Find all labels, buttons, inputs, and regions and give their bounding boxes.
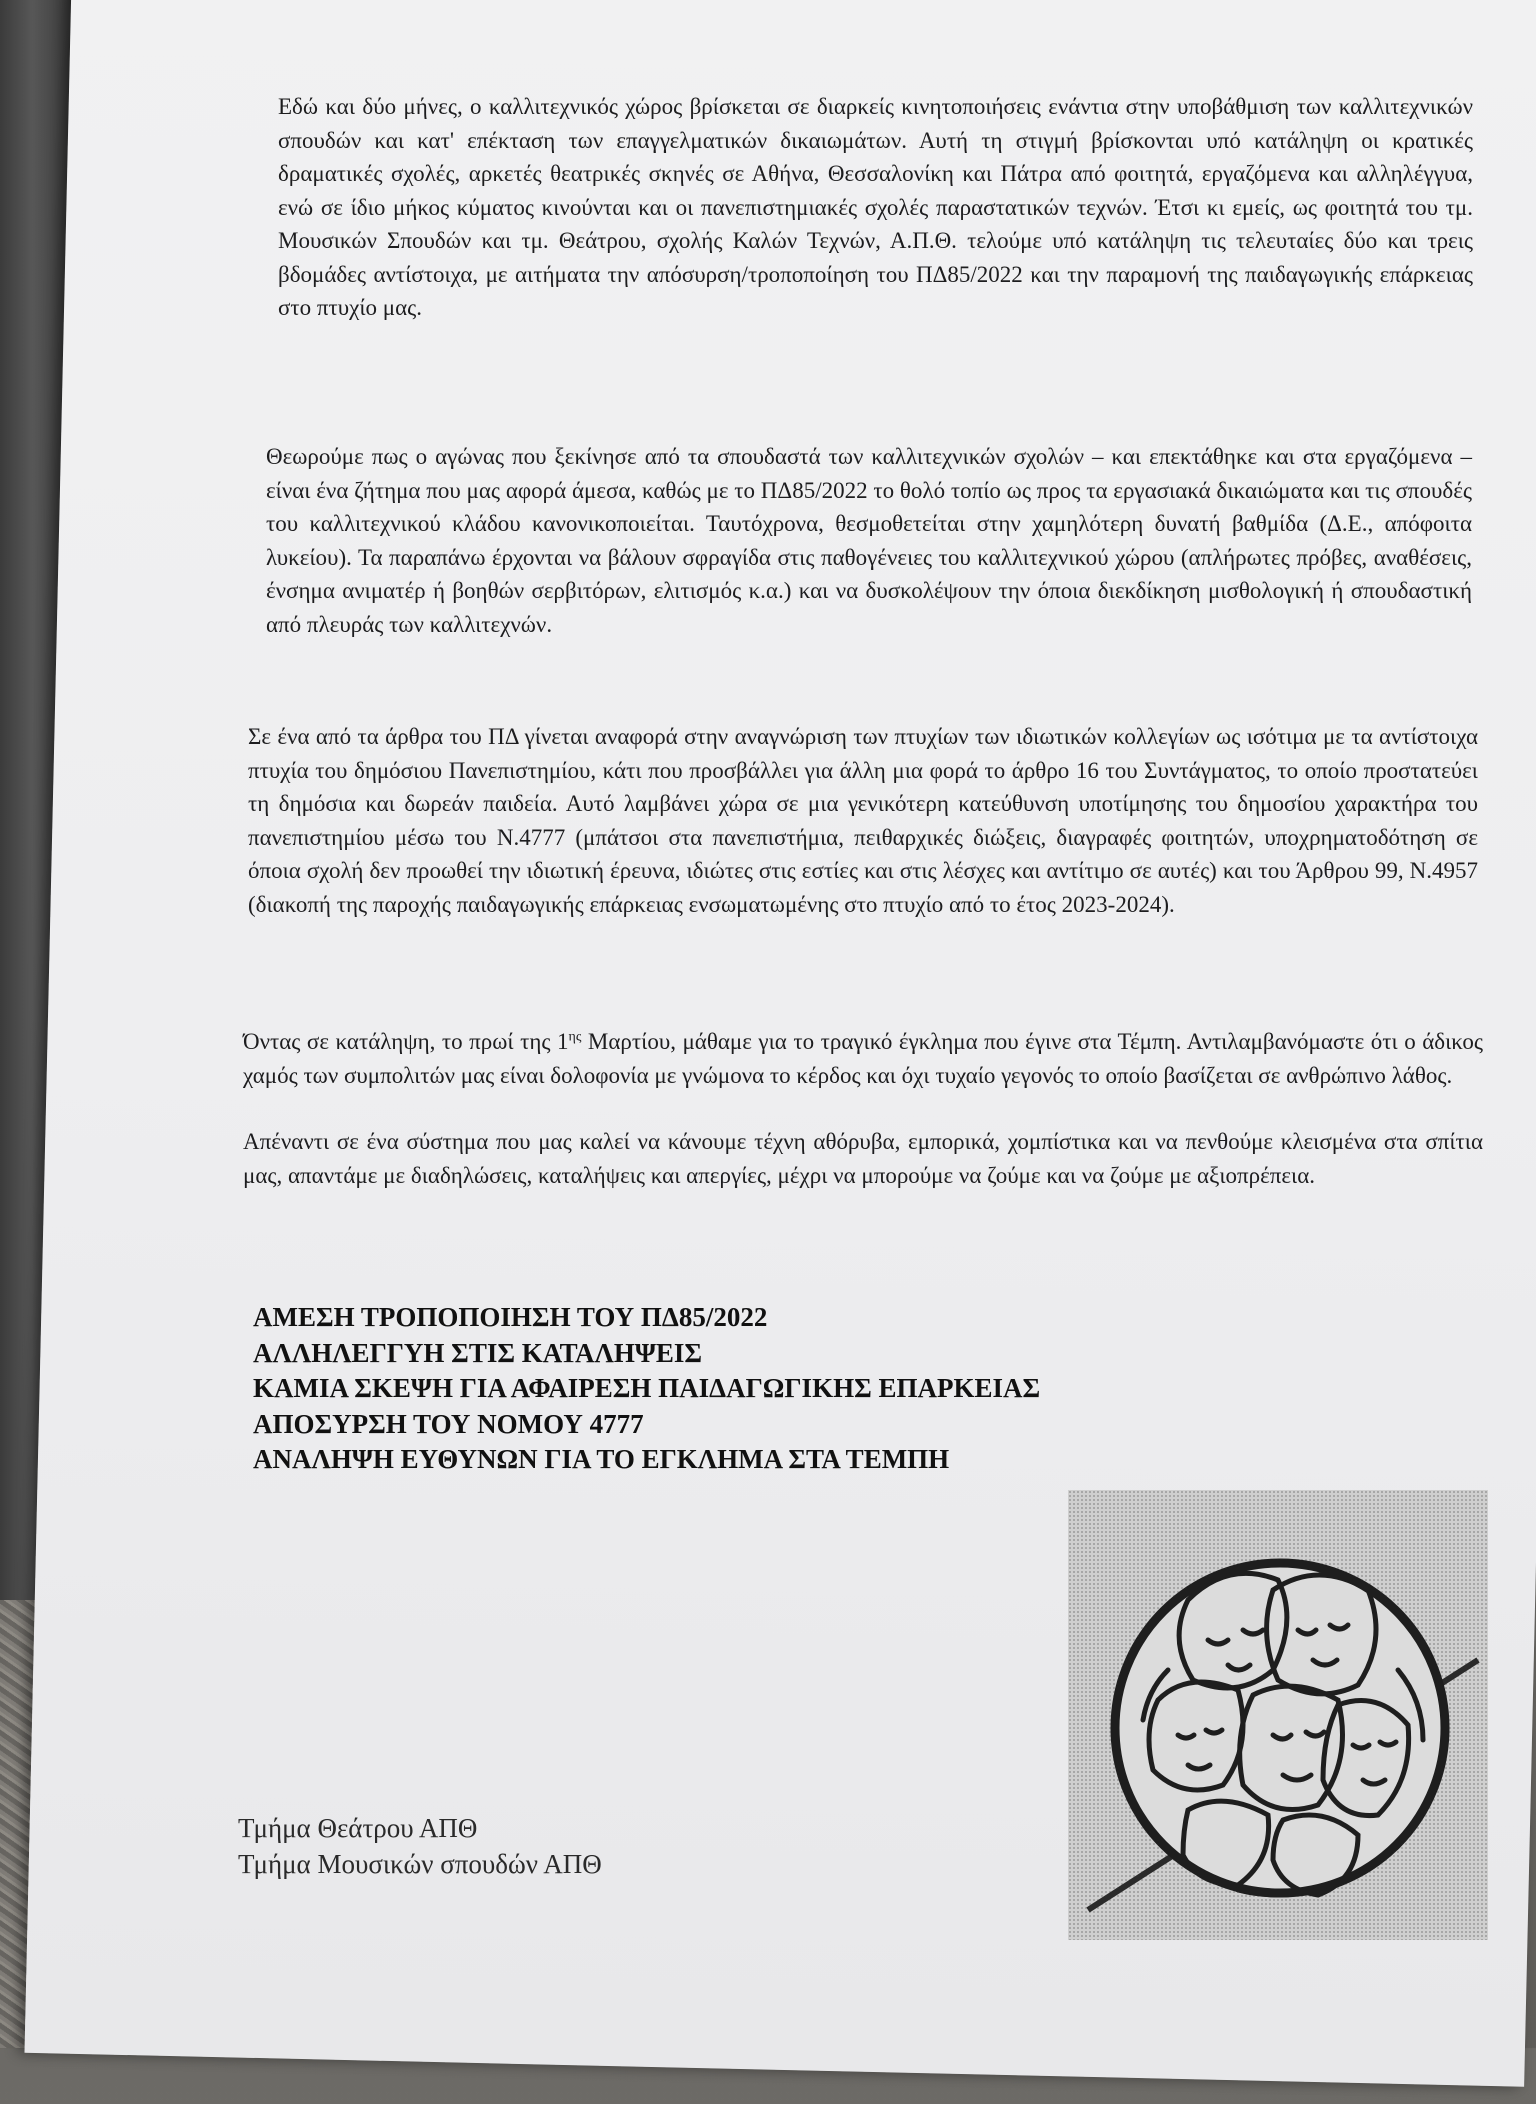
sheet-content [48, 0, 1536, 2070]
signature-block [238, 1810, 602, 1882]
demands-list [253, 1300, 1040, 1478]
demand-item: ΑΝΑΛΗΨΗ ΕΥΘΥΝΩΝ ΓΙΑ ΤΟ ΕΓΚΛΗΜΑ ΣΤΑ ΤΕΜΠΗ [253, 1444, 950, 1474]
paragraph-4-start: Όντας σε κατάληψη, το πρωί της 1 [243, 1029, 569, 1054]
paragraph-2: Θεωρούμε πως ο αγώνας που ξεκίνησε από τα σπουδαστά των καλλιτεχνικών σχολών – και επεκτάθηκε και στα εργαζόμενα – είναι ένα ζήτημα που μας αφορά άμεσα, καθώς με το ΠΔ85/2022 το θολό τοπίο ως προς τα εργασιακά δικαιώματα και τις σπουδές του καλλιτεχνικού κλάδου κανονικοποιείται. Ταυτόχρονα, θεσμοθετείται στην χαμηλότερη δυνατή βαθμίδα (Δ.Ε., απόφοιτα λυκείου). Τα παραπάνω έρχονται να βάλουν σφραγίδα στις παθογένειες του καλλιτεχνικού χώρου (απλήρωτες πρόβες, αναθέσεις, ένσημα ανιματέρ ή βοηθών σερβιτόρων, ελιτισμός κ.α.) και να δυσκολέψουν την όποια διεκδίκηση μισθολογική ή σπουδαστική από πλευράς των καλλιτεχνών. [266, 444, 1472, 637]
signature-line: Τμήμα Θεάτρου ΑΠΘ [238, 1813, 478, 1843]
paragraph-4 [243, 1025, 1483, 1092]
paragraph-1: Εδώ και δύο μήνες, ο καλλιτεχνικός χώρος βρίσκεται σε διαρκείς κινητοποιήσεις ενάντια στην υποβάθμιση των καλλιτεχνικών σπουδών και κατ' επέκταση των επαγγελματικών δικαιωμάτων. Αυτή τη στιγμή βρίσκονται υπό κατάληψη οι κρατικές δραματικές σχολές, αρκετές θεατρικές σκηνές σε Αθήνα, Θεσσαλονίκη και Πάτρα από φοιτητά, εργαζόμενα και αλληλέγγυα, ενώ σε ίδιο μήκος κύματος κινούνται και οι πανεπιστημιακές σχολές παραστατικών τεχνών. Έτσι κι εμείς, ως φοιτητά του τμ. Μουσικών Σπουδών και τμ. Θεάτρου, σχολής Καλών Τεχνών, Α.Π.Θ. τελούμε υπό κατάληψη τις τελευταίες δύο και τρεις βδομάδες αντίστοιχα, με αιτήματα την απόσυρση/τροποποίηση του ΠΔ85/2022 και την παραμονή της παιδαγωγικής επάρκειας στο πτυχίο μας. [278, 94, 1473, 320]
faces-circle-logo-icon [1068, 1490, 1488, 1940]
paragraph-4-end: Μαρτίου, μάθαμε για το τραγικό έγκλημα που έγινε στα Τέμπη. Αντιλαμβανόμαστε ότι ο άδικος χαμός των συμπολιτών μας είναι δολοφονία με γνώμονα το κέρδος και όχι τυχαίο γεγονός το οποίο βασίζεται σε ανθρώπινο λάθος. [243, 1029, 1483, 1088]
signature-line: Τμήμα Μουσικών σπουδών ΑΠΘ [238, 1849, 602, 1879]
demand-item: ΑΛΛΗΛΕΓΓΥΗ ΣΤΙΣ ΚΑΤΑΛΗΨΕΙΣ [253, 1337, 703, 1368]
paragraph-5: Απέναντι σε ένα σύστημα που μας καλεί να κάνουμε τέχνη αθόρυβα, εμπορικά, χομπίστικα και να πενθούμε κλεισμένα στα σπίτια μας, απαντάμε με διαδηλώσεις, καταλήψεις και απεργίες, μέχρι να μπορούμε να ζούμε και να ζούμε με αξιοπρέπεια. [243, 1129, 1483, 1188]
demand-item: ΑΠΟΣΥΡΣΗ ΤΟΥ ΝΟΜΟΥ 4777 [253, 1408, 644, 1439]
ordinal-suffix: ης [568, 1029, 582, 1045]
demand-item: ΚΑΜΙΑ ΣΚΕΨΗ ΓΙΑ ΑΦΑΙΡΕΣΗ ΠΑΙΔΑΓΩΓΙΚΗΣ ΕΠΑΡΚΕΙΑΣ [253, 1373, 1041, 1403]
paper-sheet [24, 0, 1536, 2087]
demand-item: ΑΜΕΣΗ ΤΡΟΠΟΠΟΙΗΣΗ ΤΟΥ ΠΔ85/2022 [253, 1302, 768, 1332]
paragraph-3: Σε ένα από τα άρθρα του ΠΔ γίνεται αναφορά στην αναγνώριση των πτυχίων των ιδιωτικών κολλεγίων ως ισότιμα με τα αντίστοιχα πτυχία του δημόσιου Πανεπιστημίου, κάτι που προσβάλλει για άλλη μια φορά το άρθρο 16 του Συντάγματος, το οποίο προστατεύει τη δημόσια και δωρεάν παιδεία. Αυτό λαμβάνει χώρα σε μια γενικότερη κατεύθυνση υποτίμησης του δημοσίου χαρακτήρα του πανεπιστημίου μέσω του Ν.4777 (μπάτσοι στα πανεπιστήμια, πειθαρχικές διώξεις, διαγραφές φοιτητών, υποχρηματοδότηση σε όποια σχολή δεν προωθεί την ιδιωτική έρευνα, ιδιώτες στις εστίες και στις λέσχες και αντίτιμο σε αυτές) και του Άρθρου 99, Ν.4957 (διακοπή της παροχής παιδαγωγικής επάρκειας ενσωματωμένης στο πτυχίο από το έτος 2023-2024). [248, 724, 1478, 917]
